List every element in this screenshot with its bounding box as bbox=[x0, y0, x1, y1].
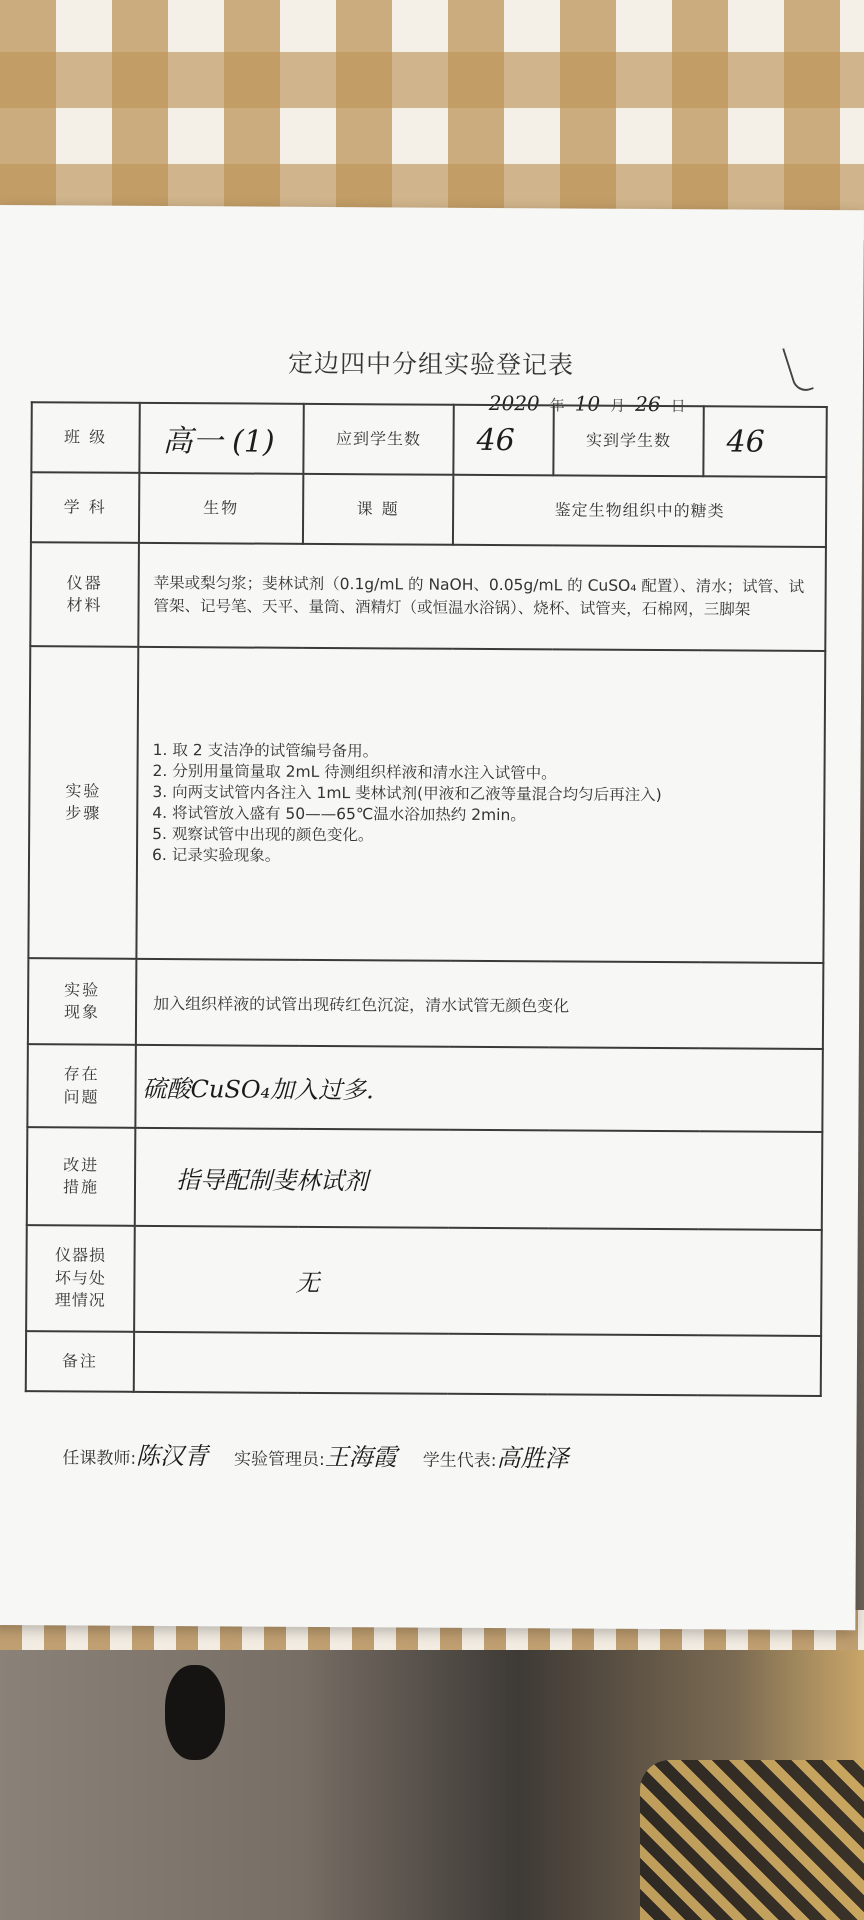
step-item: 1. 取 2 支洁净的试管编号备用。 bbox=[152, 740, 379, 761]
subject-label: 学 科 bbox=[31, 472, 139, 543]
student-rep-signature: 高胜泽 bbox=[496, 1444, 569, 1473]
actual-students-label: 实到学生数 bbox=[553, 405, 703, 476]
damage-cell bbox=[134, 1226, 822, 1336]
steps-list bbox=[152, 740, 810, 870]
date-month-unit: 月 bbox=[610, 396, 626, 415]
remarks-label: 备注 bbox=[26, 1331, 134, 1392]
teacher-label: 任课教师: bbox=[62, 1448, 137, 1469]
instruments-text: 苹果或梨匀浆；斐林试剂（0.1g/mL 的 NaOH、0.05g/mL 的 CuSO₄ 配置）、清水；试管、试管架、记号笔、天平、量筒、酒精灯（或恒温水浴锅）、烧杯、试管夹，石棉网，三脚架 bbox=[138, 543, 826, 651]
row-instruments bbox=[30, 542, 826, 651]
row-class bbox=[31, 402, 826, 477]
improvements-label-line2: 措施 bbox=[62, 1177, 100, 1197]
damage-label-line3: 理情况 bbox=[54, 1290, 106, 1310]
expected-students-label: 应到学生数 bbox=[303, 404, 453, 475]
patterned-object bbox=[640, 1760, 864, 1920]
damage-label-line1: 仪器损 bbox=[55, 1245, 107, 1266]
phenomenon-label-line1: 实验 bbox=[64, 980, 101, 1000]
instruments-label-line1: 仪器 bbox=[66, 573, 103, 593]
topic-value: 鉴定生物组织中的糖类 bbox=[453, 475, 826, 547]
topic-label: 课 题 bbox=[303, 474, 453, 545]
improvements-label bbox=[27, 1127, 136, 1226]
admin-label: 实验管理员: bbox=[234, 1449, 325, 1471]
row-improvements bbox=[27, 1127, 823, 1230]
instruments-label bbox=[30, 542, 139, 647]
steps-label-line2: 步骤 bbox=[65, 803, 102, 823]
steps-label-line1: 实验 bbox=[65, 781, 102, 801]
step-item: 3. 向两支试管内各注入 1mL 斐林试剂(甲液和乙液等量混合均匀后再注入) bbox=[152, 782, 662, 805]
row-steps bbox=[28, 646, 825, 963]
dark-object bbox=[165, 1665, 225, 1760]
steps-content bbox=[136, 647, 825, 963]
row-subject bbox=[31, 472, 826, 547]
signature-line bbox=[62, 1435, 822, 1475]
teacher-signature: 陈汉青 bbox=[136, 1441, 209, 1471]
phenomenon-label-line2: 现象 bbox=[63, 1002, 101, 1022]
damage-label bbox=[26, 1225, 135, 1332]
step-item: 6. 记录实验现象。 bbox=[151, 845, 281, 865]
row-remarks bbox=[26, 1331, 821, 1396]
class-label: 班 级 bbox=[31, 402, 139, 473]
date-year: 2020 bbox=[488, 390, 540, 416]
subject-value: 生物 bbox=[139, 473, 303, 544]
expected-students-value: 46 bbox=[453, 405, 553, 476]
registration-form-sheet bbox=[0, 205, 864, 1630]
row-phenomenon bbox=[28, 958, 824, 1049]
steps-label bbox=[28, 646, 138, 959]
date-year-unit: 年 bbox=[549, 396, 565, 415]
actual-students-value: 46 bbox=[703, 406, 826, 477]
problems-label-line2: 问题 bbox=[63, 1086, 100, 1107]
remarks-text bbox=[134, 1332, 821, 1396]
date-month: 10 bbox=[574, 391, 601, 416]
admin-signature: 王海霞 bbox=[324, 1443, 397, 1472]
problems-label-line1: 存在 bbox=[63, 1064, 100, 1084]
problems-cell bbox=[135, 1045, 822, 1132]
improvements-text: 指导配制斐林试剂 bbox=[175, 1165, 369, 1195]
registration-table bbox=[25, 401, 828, 1397]
row-damage bbox=[26, 1225, 822, 1336]
phenomenon-text: 加入组织样液的试管出现砖红色沉淀，清水试管无颜色变化 bbox=[136, 959, 824, 1049]
problems-text: 硫酸CuSO₄加入过多. bbox=[142, 1074, 374, 1105]
step-item: 5. 观察试管中出现的颜色变化。 bbox=[152, 824, 374, 845]
row-problems bbox=[27, 1044, 822, 1132]
problems-label bbox=[27, 1044, 136, 1128]
tablecloth-background bbox=[0, 0, 864, 240]
instruments-label-line2: 材料 bbox=[66, 595, 103, 615]
date-day-unit: 日 bbox=[670, 397, 686, 416]
improvements-label-line1: 改进 bbox=[63, 1155, 100, 1175]
step-item: 2. 分别用量筒量取 2mL 待测组织样液和清水注入试管中。 bbox=[152, 761, 557, 783]
phenomenon-label bbox=[28, 958, 137, 1045]
student-rep-label: 学生代表: bbox=[422, 1450, 497, 1472]
step-item: 4. 将试管放入盛有 50——65℃温水浴加热约 2min。 bbox=[152, 803, 526, 825]
damage-label-line2: 坏与处 bbox=[54, 1268, 107, 1288]
date-day: 26 bbox=[635, 391, 661, 417]
damage-text: 无 bbox=[295, 1268, 320, 1297]
class-value: 高一 (1) bbox=[139, 403, 303, 474]
improvements-cell bbox=[135, 1128, 823, 1230]
form-title: 定边四中分组实验登记表 bbox=[287, 348, 575, 380]
